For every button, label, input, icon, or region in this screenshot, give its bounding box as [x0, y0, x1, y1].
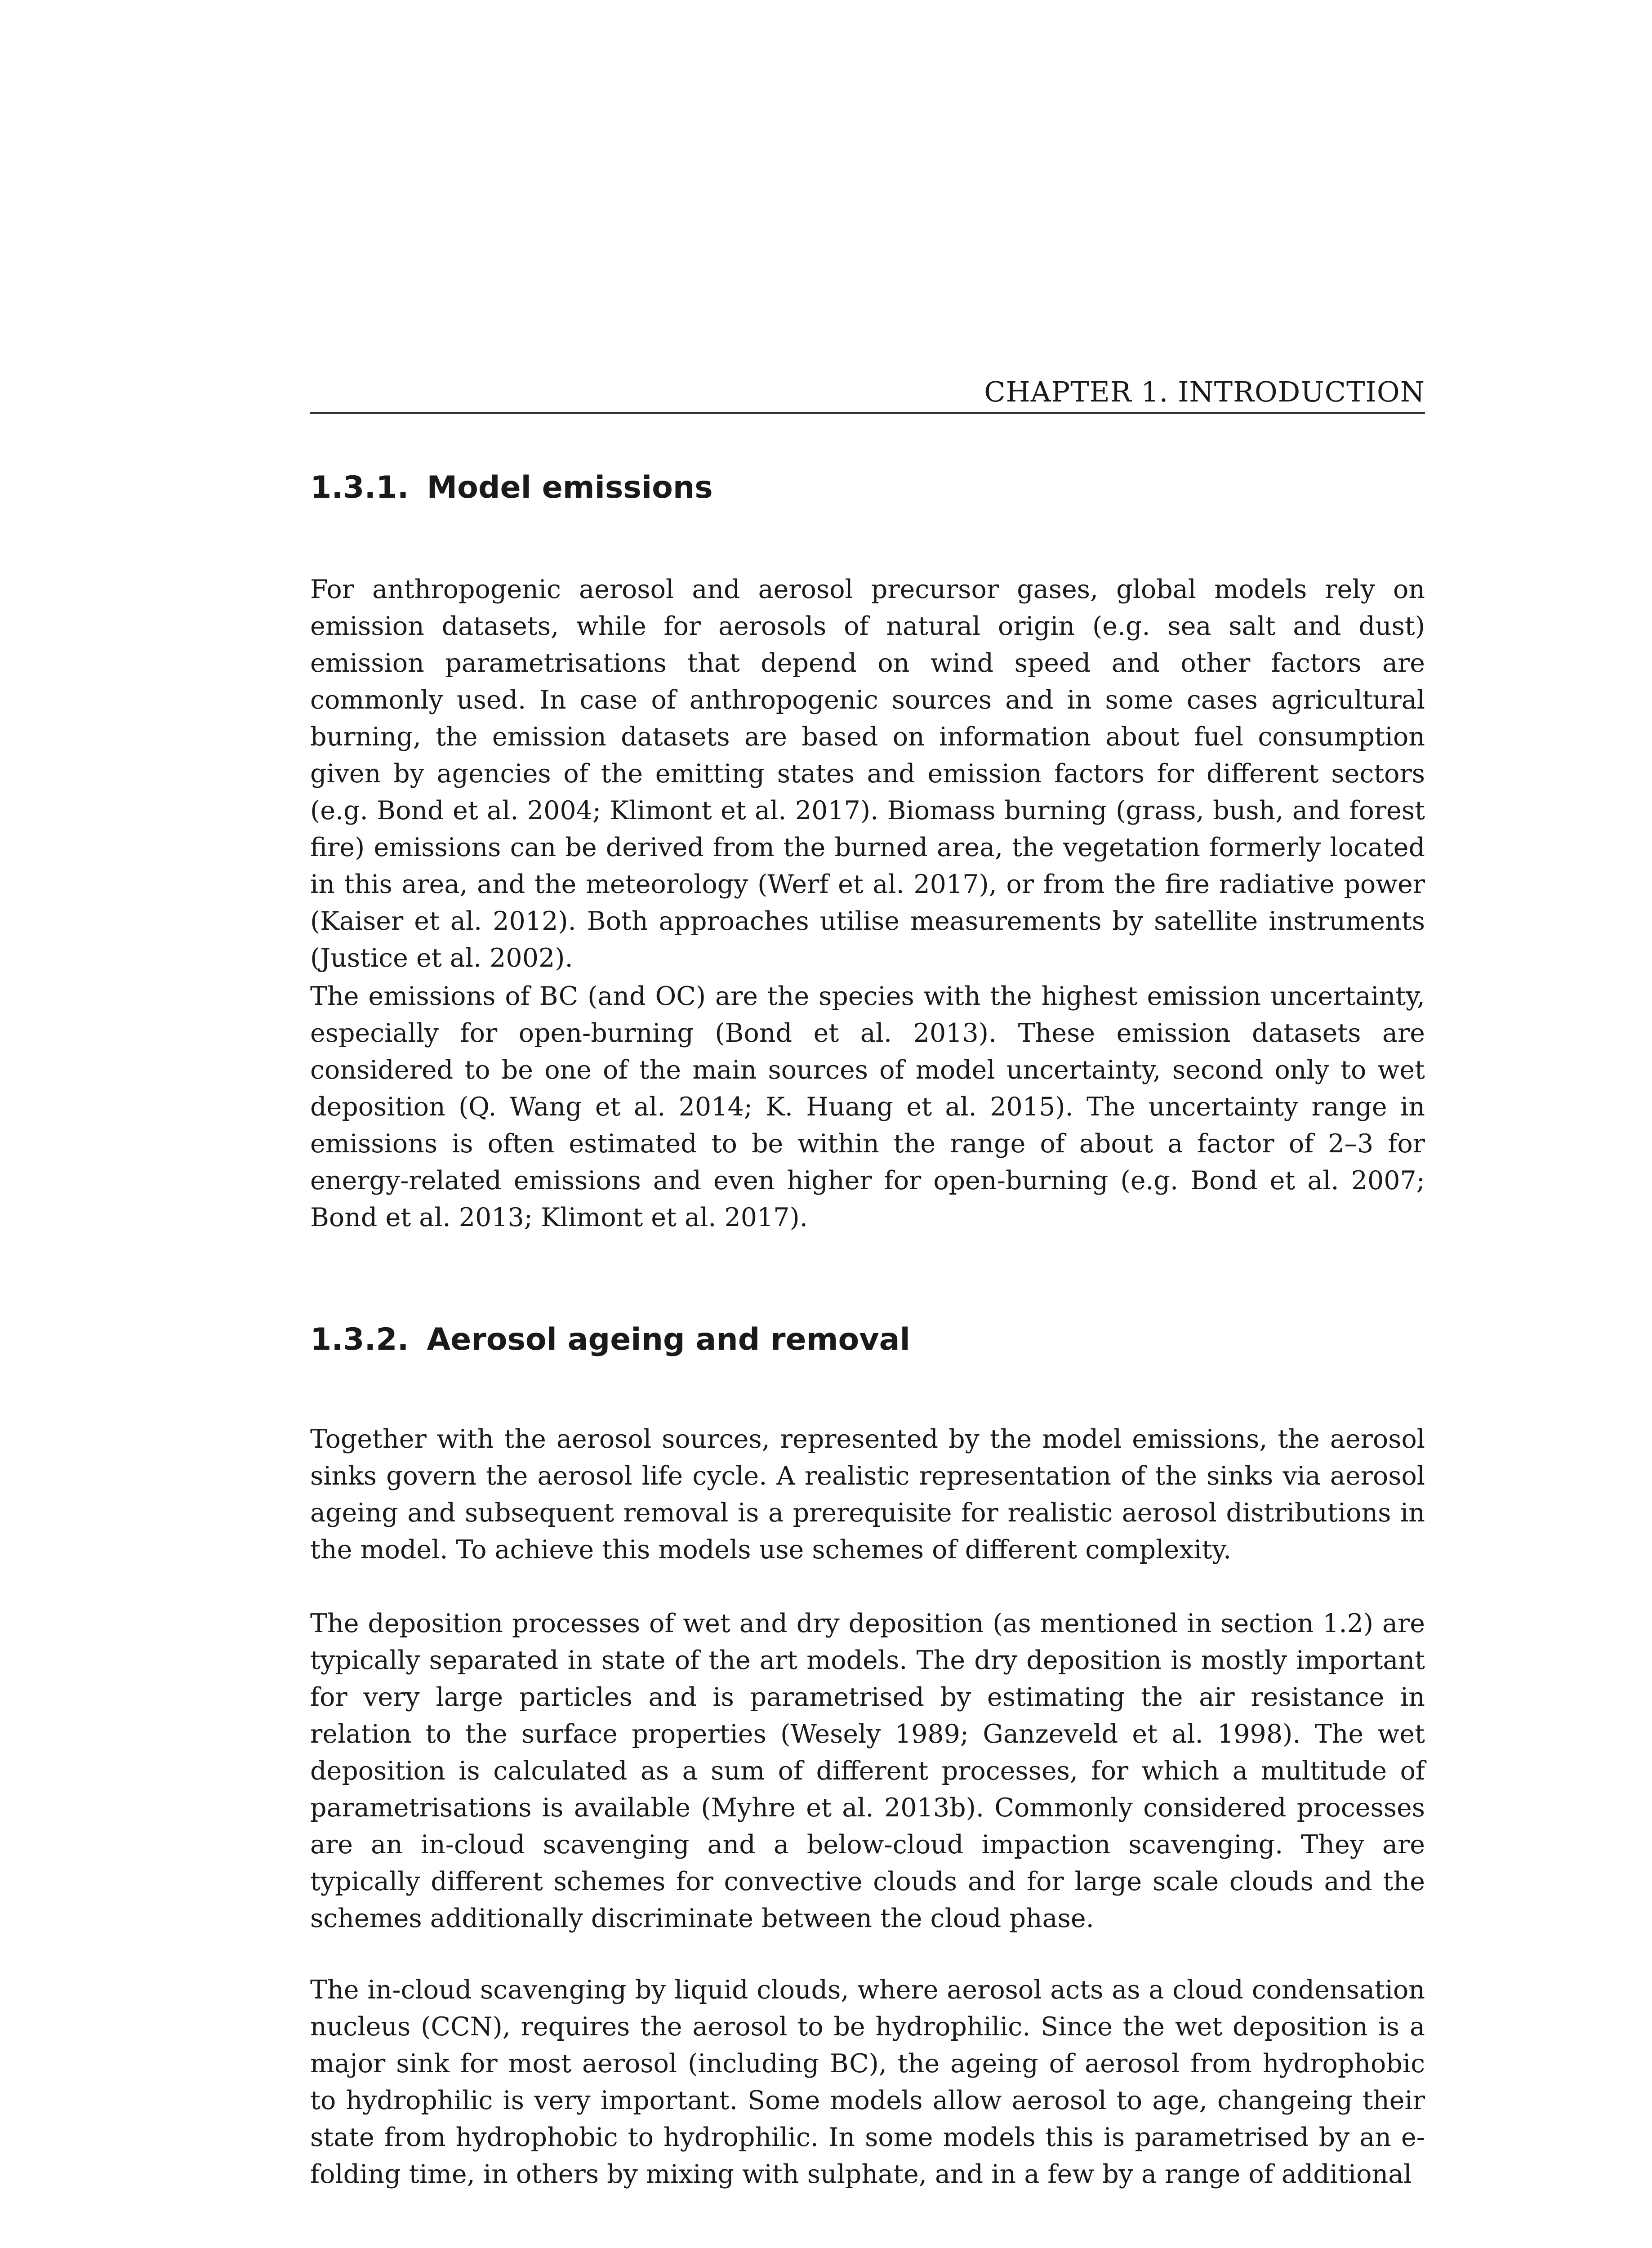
section-heading-aerosol-ageing [310, 1322, 1425, 1357]
paragraph: The in-cloud scavenging by liquid clouds, where aerosol acts as a cloud condensation nucleus (CCN), requires the aerosol to be hydrophilic. Since the wet deposition is a major sink for most aerosol (including BC), the ageing of aerosol from hydrophobic to hydrophilic is very important. Some models allow aerosol to age, changeing their state from hydrophobic to hydrophilic. In some models this is parametrised by an e-folding time, in others by mixing with sulphate, and in a few by a range of additional [310, 1975, 1425, 2189]
section-number: 1.3.2. [310, 1322, 409, 1357]
paragraph: For anthropogenic aerosol and aerosol precursor gases, global models rely on emission datasets, while for aerosols of natural origin (e.g. sea salt and dust) emission parametrisations that depend on wind speed and other factors are commonly used. In case of anthropogenic sources and in some cases agricultural burning, the emission datasets are based on information about fuel consumption given by agencies of the emitting states and emission factors for different sectors (e.g. Bond et al. 2004; Klimont et al. 2017). Biomass burning (grass, bush, and forest fire) emissions can be derived from the burned area, the vegetation formerly located in this area, and the meteorology (Werf et al. 2017), or from the fire radiative power (Kaiser et al. 2012). Both approaches utilise measurements by satellite instruments (Justice et al. 2002). [310, 575, 1425, 973]
paragraph: The deposition processes of wet and dry deposition (as mentioned in section 1.2) are typically separated in state of the art models. The dry deposition is mostly important for very large particles and is parametrised by estimating the air resistance in relation to the surface properties (Wesely 1989; Ganzeveld et al. 1998). The wet deposition is calculated as a sum of different processes, for which a multitude of parametrisations is available (Myhre et al. 2013b). Commonly considered processes are an in-cloud scavenging and a below-cloud impaction scavenging. They are typically different schemes for convective clouds and for large scale clouds and the schemes additionally discriminate between the cloud phase. [310, 1609, 1425, 1933]
section-heading-model-emissions [310, 470, 1425, 505]
paragraph: Together with the aerosol sources, represented by the model emissions, the aerosol sinks govern the aerosol life cycle. A realistic representation of the sinks via aerosol ageing and subsequent removal is a prerequisite for realistic aerosol distributions in the model. To achieve this models use schemes of different complexity. [310, 1424, 1425, 1565]
section-title: Model emissions [427, 470, 713, 505]
running-head: CHAPTER 1. INTRODUCTION [984, 375, 1425, 408]
header-rule [310, 412, 1425, 414]
section-number: 1.3.1. [310, 470, 409, 505]
section-title: Aerosol ageing and removal [427, 1322, 910, 1357]
paragraph: The emissions of BC (and OC) are the species with the highest emission uncertainty, especially for open-burning (Bond et al. 2013). These emission datasets are considered to be one of the main sources of model uncertainty, second only to wet deposition (Q. Wang et al. 2014; K. Huang et al. 2015). The uncertainty range in emissions is often estimated to be within the range of about a factor of 2–3 for energy-related emissions and even higher for open-burning (e.g. Bond et al. 2007; Bond et al. 2013; Klimont et al. 2017). [310, 981, 1425, 1232]
